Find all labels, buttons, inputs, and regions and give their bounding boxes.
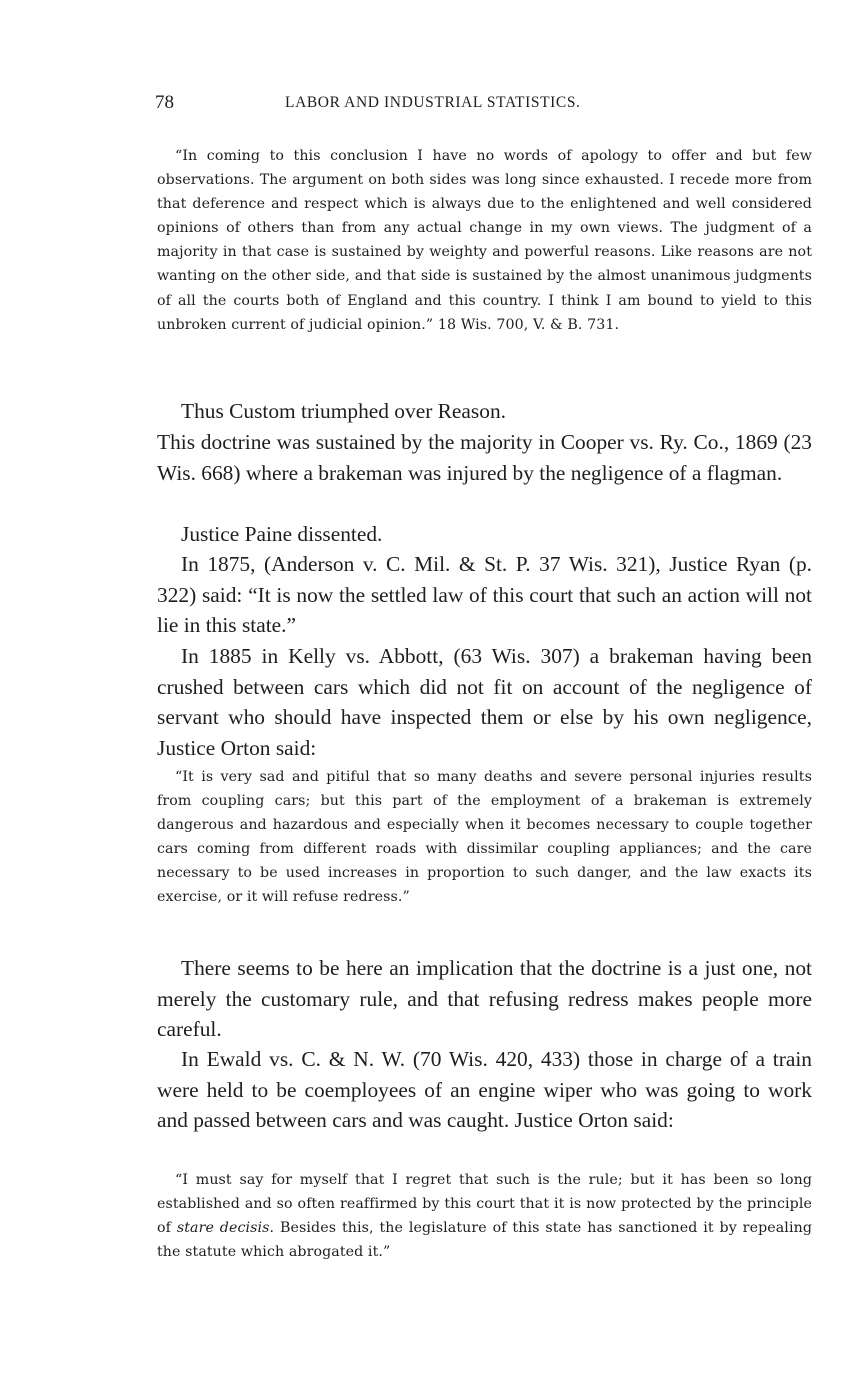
quote-block-1: “In coming to this conclusion I have no words of apology to offer and but few observations. The argument on both sides was long since exhausted. I recede more from that deference and respect which is always due to the enlightened and well considered opinions of others than from any actual change in my own views. The judgment of a majority in that case is sustained by weighty and powerful reasons. Like reasons are not wanting on the other side, and that side is sustained by the almost unanimous judgments of all the courts both of England and this country. I think I am bound to yield to this unbroken current of judicial opinion.” 18 Wis. 700, V. & B. 731. — [157, 148, 812, 333]
paragraph-cooper-case: This doctrine was sustained by the majority in Cooper vs. Ry. Co., 1869 (23 Wis. 668) where a brakeman was injured by the negligence of a flagman. — [157, 430, 812, 485]
paragraph-ewald-case: In Ewald vs. C. & N. W. (70 Wis. 420, 433) those in charge of a train were held to be coemployees of an engine wiper who was going to work and passed between cars and was caught. Justice Orton said: — [157, 1047, 812, 1133]
paragraph-implication: There seems to be here an implication that the doctrine is a just one, not merely the customary rule, and that refusing redress makes people more careful. — [157, 956, 812, 1042]
paragraph-anderson-case: In 1875, (Anderson v. C. Mil. & St. P. 37 Wis. 321), Justice Ryan (p. 322) said: “It is now the settled law of this court that such an action will not lie in this state.” — [157, 552, 812, 638]
page-header — [155, 92, 813, 118]
page-number: 78 — [155, 92, 174, 113]
quote-3-text-start: “I must say for myself that I regret that such is the rule; but it has been so long established and so often reaffirmed by this court that it is now protected by the principle of — [157, 1172, 812, 1237]
paragraph-paine-dissent: Justice Paine dissented. — [181, 522, 383, 546]
quote-3-latin-term: stare decisis. — [176, 1220, 275, 1237]
paragraph-custom-reason: Thus Custom triumphed over Reason. — [181, 399, 506, 423]
paragraph-kelly-case: In 1885 in Kelly vs. Abbott, (63 Wis. 307) a brakeman having been crushed between cars which did not fit on account of the negligence of servant who should have inspected them or else by his own negligence, Justice Orton said: — [157, 644, 812, 760]
quote-3-text-end: Besides this, the legislature of this state has sanctioned it by repealing the statute which abrogated it.” — [157, 1220, 812, 1261]
quote-block-2: “It is very sad and pitiful that so many deaths and severe personal injuries results from coupling cars; but this part of the employment of a brakeman is extremely dangerous and hazardous and especially when it becomes necessary to couple together cars coming from different roads with dissimilar coupling appliances; and the care necessary to be used increases in proportion to such danger, and the law exacts its exercise, or it will refuse redress.” — [157, 769, 812, 906]
quote-block-3 — [157, 1168, 812, 1264]
running-title: LABOR AND INDUSTRIAL STATISTICS. — [285, 94, 581, 111]
